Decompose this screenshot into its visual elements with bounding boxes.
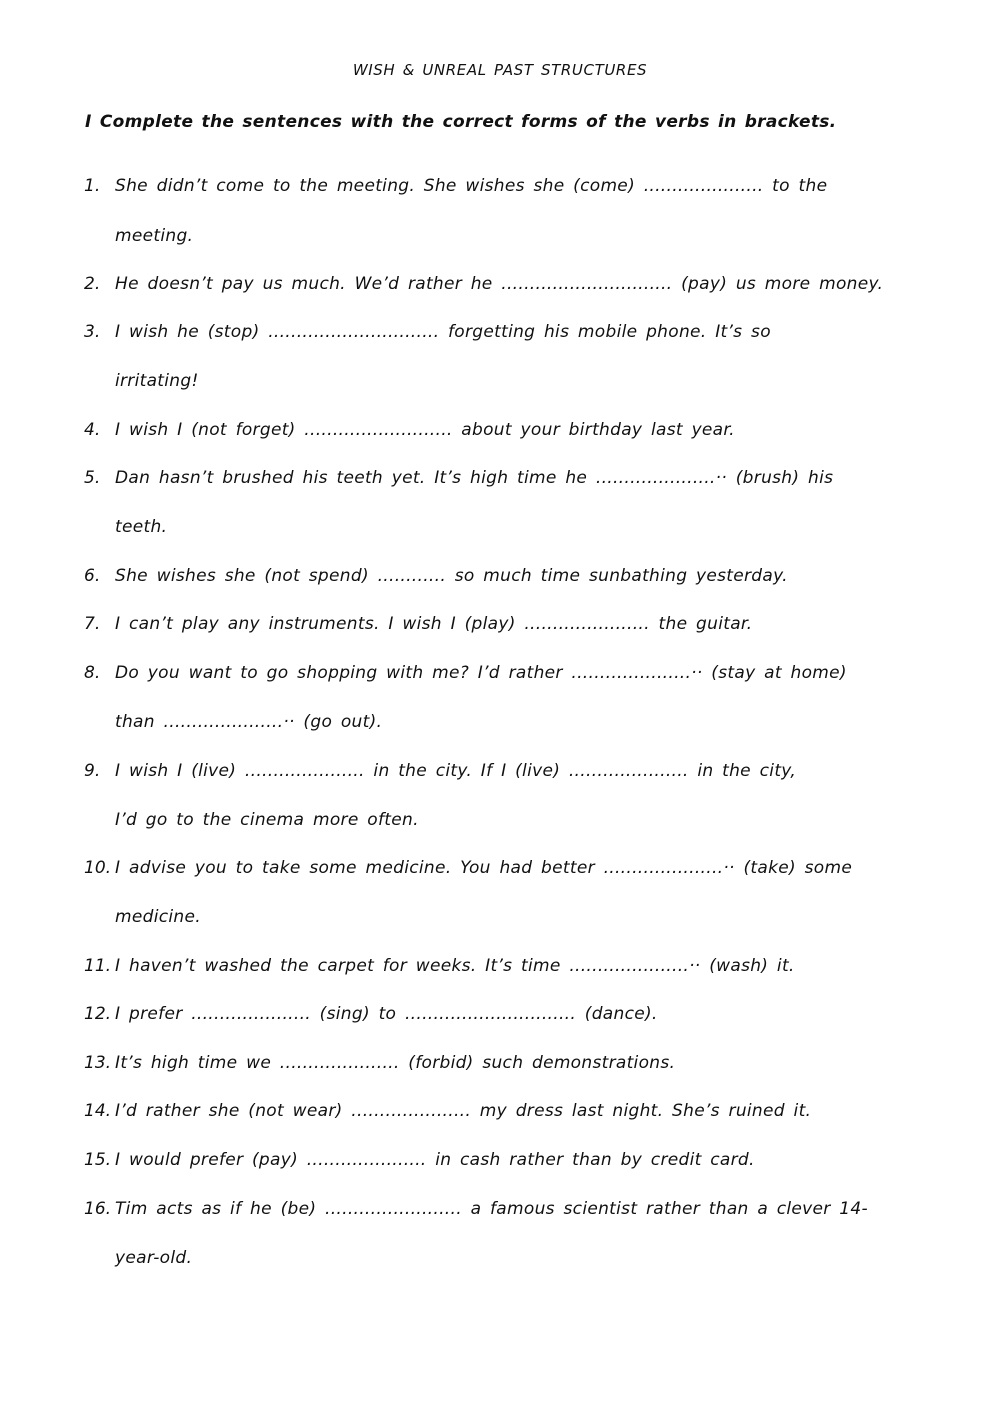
item-number: 14. [84, 1101, 112, 1121]
item-line: Do you want to go shopping with me? I’d rather .....................·· (stay at home) [115, 663, 847, 683]
item-line: I advise you to take some medicine. You had better .....................·· (take) some [115, 858, 853, 878]
item-number: 7. [84, 614, 101, 634]
item-line: He doesn’t pay us much. We’d rather he .............................. (pay) us more money. [115, 274, 884, 294]
item-line: It’s high time we ..................... (forbid) such demonstrations. [115, 1053, 676, 1073]
item-number: 1. [84, 176, 101, 196]
item-line: She wishes she (not spend) ............ so much time sunbathing yesterday. [115, 566, 788, 586]
item-line: than .....................·· (go out). [115, 712, 383, 732]
item-number: 13. [84, 1053, 112, 1073]
item-number: 11. [84, 956, 112, 976]
instruction-heading: I Complete the sentences with the correct forms of the verbs in brackets. [85, 112, 837, 132]
item-number: 2. [84, 274, 101, 294]
item-line: I wish I (live) ..................... in the city. If I (live) ..................... in the city, [115, 761, 797, 781]
item-number: 5. [84, 468, 101, 488]
item-line: I haven’t washed the carpet for weeks. It’s time .....................·· (wash) it. [115, 956, 795, 976]
item-number: 6. [84, 566, 101, 586]
item-line: She didn’t come to the meeting. She wishes she (come) ..................... to the [115, 176, 828, 196]
item-line: Tim acts as if he (be) ........................ a famous scientist rather than a clever 14- [115, 1199, 868, 1219]
item-number: 15. [84, 1150, 112, 1170]
item-line: I’d rather she (not wear) ..................... my dress last night. She’s ruined it. [115, 1101, 812, 1121]
item-line: year-old. [115, 1248, 193, 1268]
item-line: I would prefer (pay) ..................... in cash rather than by credit card. [115, 1150, 755, 1170]
item-number: 3. [84, 322, 101, 342]
item-line: I prefer ..................... (sing) to .............................. (dance). [115, 1004, 658, 1024]
item-line: I’d go to the cinema more often. [115, 810, 419, 830]
worksheet-title: WISH & UNREAL PAST STRUCTURES [352, 61, 648, 79]
item-number: 4. [84, 420, 101, 440]
item-line: I can’t play any instruments. I wish I (play) ...................... the guitar. [115, 614, 753, 634]
item-number: 12. [84, 1004, 112, 1024]
item-line: I wish I (not forget) .......................... about your birthday last year. [115, 420, 735, 440]
item-number: 10. [84, 858, 112, 878]
item-number: 9. [84, 761, 101, 781]
item-number: 16. [84, 1199, 112, 1219]
item-number: 8. [84, 663, 101, 683]
item-line: Dan hasn’t brushed his teeth yet. It’s high time he .....................·· (brush) his [115, 468, 834, 488]
item-line: medicine. [115, 907, 201, 927]
item-line: irritating! [115, 371, 199, 391]
item-line: I wish he (stop) .............................. forgetting his mobile phone. It’s so [115, 322, 771, 342]
item-line: teeth. [115, 517, 168, 537]
item-line: meeting. [115, 226, 194, 246]
